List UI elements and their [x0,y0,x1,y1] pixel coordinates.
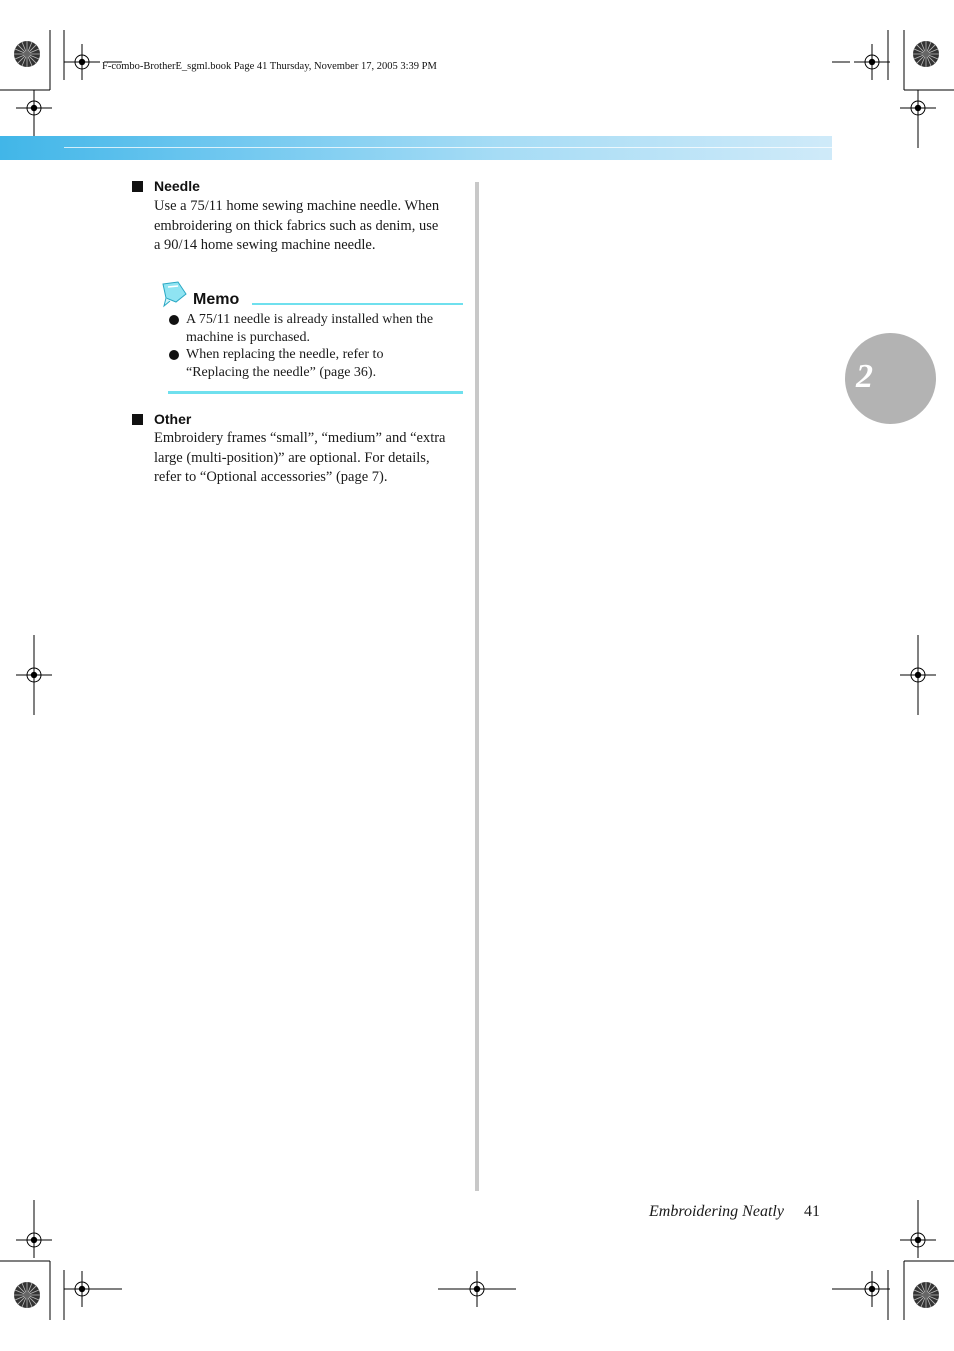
registration-mark-icon [64,44,100,80]
memo-item-line: “Replacing the needle” (page 36). [186,365,377,380]
section-square-icon [132,181,143,192]
section-title-needle: Needle [154,178,200,194]
bullet-icon [169,315,179,325]
footer-section-title: Embroidering Neatly [649,1203,784,1220]
needle-line: embroidering on thick fabrics such as denim, use [154,217,439,234]
registration-mark-icon [459,1271,495,1307]
page-number: 41 [804,1203,820,1220]
other-body [154,429,466,488]
registration-mark-icon [16,657,52,693]
starburst-icon [913,1282,939,1308]
needle-body [154,197,466,256]
column-divider [475,182,479,1191]
section-title-other: Other [154,411,192,427]
registration-mark-icon [900,657,936,693]
other-line: Embroidery frames “small”, “medium” and “extra [154,430,446,446]
print-slug: F-combo-BrotherE_sgml.book Page 41 Thursday, November 17, 2005 3:39 PM [102,61,437,72]
needle-line: Use a 75/11 home sewing machine needle. When [154,198,440,214]
starburst-icon [14,1282,40,1308]
memo-item-line: machine is purchased. [186,330,311,345]
header-band [0,136,832,160]
memo-bottom-rule [168,391,463,394]
header-band-line [64,147,832,148]
memo-item-line: When replacing the needle, refer to [186,347,384,362]
starburst-icon [14,41,40,67]
memo-top-rule [252,303,463,305]
bullet-icon [169,350,179,360]
starburst-icon [913,41,939,67]
memo-item [186,311,466,347]
memo-item-line: A 75/11 needle is already installed when the [186,312,434,327]
needle-line: a 90/14 home sewing machine needle. [154,237,376,253]
memo-title: Memo [193,291,240,308]
registration-mark-icon [64,1271,100,1307]
chapter-number: 2 [856,358,873,395]
registration-mark-icon [16,1222,52,1258]
other-line: refer to “Optional accessories” (page 7). [154,469,388,485]
memo-item [186,346,466,382]
section-square-icon [132,414,143,425]
registration-mark-icon [900,1222,936,1258]
registration-mark-icon [854,1271,890,1307]
memo-pin-icon [160,280,190,308]
other-line: large (multi-position)” are optional. For details, [154,449,430,466]
registration-mark-icon [854,44,890,80]
